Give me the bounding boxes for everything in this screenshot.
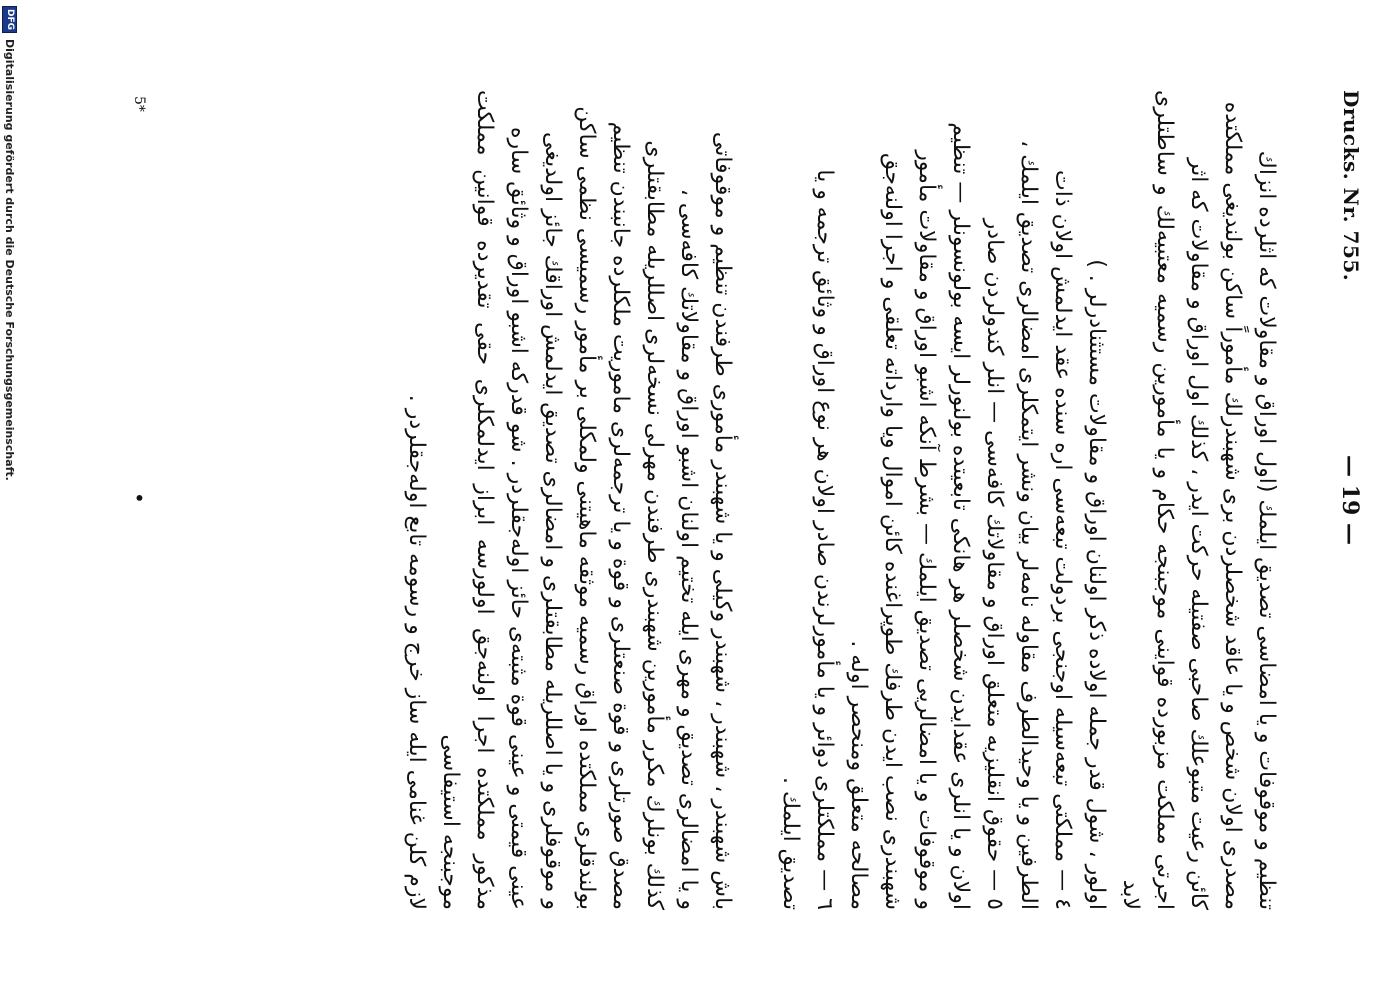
text-line: عینی قیمتی و عینی قوة مثبته‌ی حائز اوله‌جقلردر . شو قدرکه اشبو اوراق و وثائق ساره (506, 126, 531, 910)
text-line: اجرتی مملکت مزبورده قواینی موجبنجه حکام و یا مأمورین رسمیه معتبیه‌لك و ساطتلری لابد (1118, 90, 1177, 910)
text-line: مذکور مملکتده اجرا اولنه‌جق اولورسه ابراز ایدلمکلری حقی تقدیرده قوانین مملکت موجبنجه استیفاسی (438, 90, 497, 910)
text-line: مصدری اولان شخص و یا عاقد شخصلردن بری شهبندرلك مأموراً ساکن بولندیغی مملکتده (1220, 101, 1245, 910)
paragraph-gap (739, 90, 773, 910)
text-line: ٤ — مملکتی تبعه‌سیله اوجنجی بردولت تبعه‌سی اره سنده عقد ایدلمش اولان ذات (1050, 170, 1075, 910)
footer-dot: • (127, 492, 151, 504)
text-line: شهبندری نصب ایدن طرفك طوپراغنده کائن اموال ویا وارداته تعلقی و اجرا اولنه‌جق (880, 152, 905, 910)
print-number: Drucks. Nr. 755. (1339, 90, 1363, 282)
text-line: لازم کلن غنامی ایله ساز خرج و رسومه تابع اوله‌جقلردر . (404, 394, 429, 910)
text-line: اولور ، شول قدر جمله اولاده ذکر اولنان اوراق و مقاولات مستثنادرلر . ) (1084, 259, 1109, 910)
page-number: — 19 — (1337, 455, 1363, 545)
text-line: تنظیم و موقوفات و یا امضاسی تصدیق ایلمك (اول اوراق و مقاولات که اثلرده انزاك (1254, 150, 1279, 910)
text-line: ٦ — مملکتلری دوائر و یا مأمورلرندن صادر اولان هر نوع اوراق و وثائق ترجمه و یا (812, 169, 837, 910)
text-line: و موقوفلری و یا اصللریله مطابقتلری و امضالری تصدیق ایدلمش اوراقك جائز اولدیغی (540, 132, 565, 910)
text-line: کذلك بونلرك مکرر مأمورین شهبندری طرفندن مهرلی نسخه‌لری اصللریله مطابقتلری (642, 140, 667, 910)
text-line: الطرفین و یا وحیدالطرف مقاوله نامه‌لر بیان ونشر ایتمکلری امضالری تصدیق ایلمك ، (1016, 140, 1041, 910)
text-line: اولان و یا انلری عقدایدن شخصلر هر هانکی تابعیتده بولنورلر ایسه بولونسونلر — تنظیم (948, 122, 973, 910)
dfg-logo-icon: DFG (2, 6, 17, 33)
text-line: باش شهبندر ، شهبندر ، شهبندر وکیلی و یا شهبندر مأموری طرفندن تنظیم و موقوفاتی (710, 131, 735, 910)
signature-mark: 5* (131, 96, 147, 112)
text-line: و موقوفات و یا امضالریی تصدیق ایلمك — بشرط آنکه اشبو اوراق و مقاولات مأمور (914, 150, 939, 910)
text-line: و یا امضالری تصدیق و مهری ایله تختیم اولنان اشبو اوراق و مقاولاتك کافه‌سی ، (676, 188, 701, 910)
body-text (399, 90, 1283, 910)
text-line: بولندقلری مملکتده اوراق رسمیه موثقه ماهیتنی ولمکلی بر مأمور رسمیسی نظمی ساکن (574, 106, 599, 910)
digitization-credit (0, 0, 19, 1000)
text-line: کائن رعیت متبوعلك صاحبی صفتیله حرکت ایدر ، کذلك اول اوراق و مقاولات که اثر (1186, 157, 1211, 910)
text-line: مصالحه متعلق ومنحصر اوله . (846, 640, 871, 910)
text-line: تصدیق ایلمك . (778, 777, 803, 910)
running-head (1329, 0, 1369, 1000)
text-line: ٥ — حقوق انقلیزیه متعلق اوراق و مقاولاتك کافه‌سی — انلر کندولردن صادر (982, 218, 1007, 910)
text-line: مصدق صورتلری و قوة صنعتلری و قوة و یا ترجمه‌لری ماموریت ملکلرده جانبندن تنظیم (608, 121, 633, 910)
digitization-text: Digitalisierung gefördert durch die Deutsche Forschungsgemeinschaft. (3, 39, 16, 481)
